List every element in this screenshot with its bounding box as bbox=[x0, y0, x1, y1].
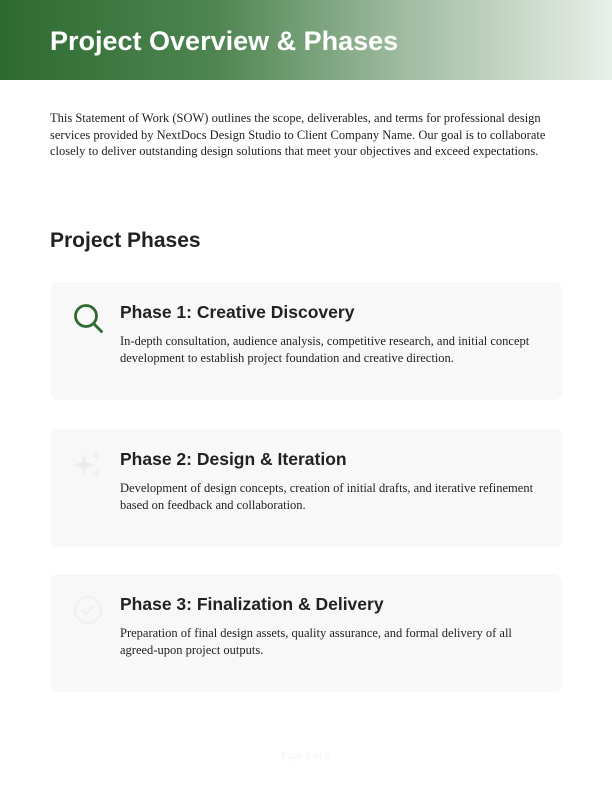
section-title: Project Phases bbox=[50, 229, 201, 252]
sparkles-icon bbox=[72, 449, 104, 481]
phase-title: Phase 3: Finalization & Delivery bbox=[120, 594, 384, 614]
search-icon bbox=[72, 302, 104, 334]
phase-title: Phase 2: Design & Iteration bbox=[120, 449, 347, 469]
phase-card bbox=[50, 574, 562, 692]
phase-title: Phase 1: Creative Discovery bbox=[120, 302, 355, 322]
header-banner bbox=[0, 0, 612, 80]
phase-description: Development of design concepts, creation of initial drafts, and iterative refinement based on feedback and collaboration. bbox=[120, 481, 534, 512]
check-circle-icon bbox=[72, 594, 104, 626]
phase-description: In-depth consultation, audience analysis, competitive research, and initial concept development to establish project foundation and creative direction. bbox=[120, 334, 530, 365]
phase-card bbox=[50, 429, 562, 547]
phase-card bbox=[50, 282, 562, 400]
phase-description: Preparation of final design assets, quality assurance, and formal delivery of all agreed-upon project outputs. bbox=[120, 626, 512, 657]
page-title: Project Overview & Phases bbox=[50, 26, 399, 56]
page-number: Page 2 of 6 bbox=[281, 750, 331, 762]
intro-paragraph: This Statement of Work (SOW) outlines the scope, deliverables, and terms for professional design services provided by NextDocs Design Studio to Client Company Name. Our goal is to collaborate closely to deliver outstanding design solutions that meet your objectives and exceed expectations. bbox=[50, 111, 546, 158]
